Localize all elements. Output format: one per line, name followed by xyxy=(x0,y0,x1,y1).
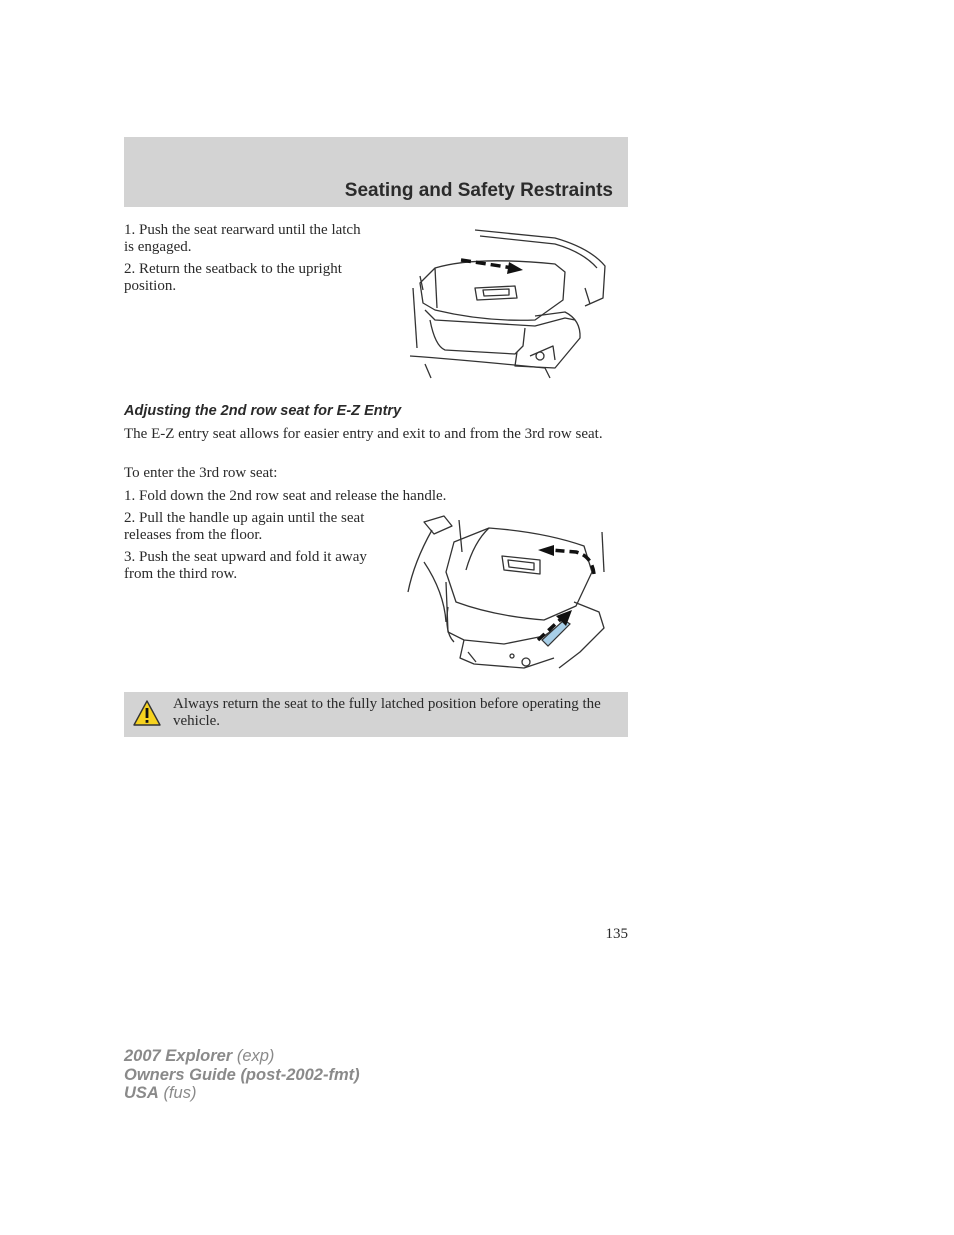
ez-entry-seat-illustration xyxy=(404,512,612,674)
warning-callout xyxy=(124,692,628,737)
section-heading-ez-entry: Adjusting the 2nd row seat for E-Z Entry xyxy=(124,403,402,419)
document-footer xyxy=(124,1047,360,1103)
step-push-seat-rearward: 1. Push the seat rearward until the latch is engaged. xyxy=(124,222,361,255)
step-push-seat-upward: 3. Push the seat upward and fold it away from the third row. xyxy=(124,549,367,582)
footer-line-model: 2007 Explorer (exp) xyxy=(124,1047,275,1065)
warning-text: Always return the seat to the fully latched position before operating the vehicle. xyxy=(173,696,601,729)
ez-entry-intro: The E-Z entry seat allows for easier entry and exit to and from the 3rd row seat. xyxy=(124,426,603,442)
step-return-seatback: 2. Return the seatback to the upright position. xyxy=(124,261,342,294)
footer-line-market: USA (fus) xyxy=(124,1084,197,1102)
page-number: 135 xyxy=(605,926,628,942)
footer-line-guide: Owners Guide (post-2002-fmt) xyxy=(124,1065,360,1084)
ez-entry-lead: To enter the 3rd row seat: xyxy=(124,465,278,481)
section-header-band xyxy=(124,137,628,207)
section-title: Seating and Safety Restraints xyxy=(344,180,613,201)
warning-triangle-icon xyxy=(132,699,162,727)
seat-latch-illustration xyxy=(405,228,615,380)
step-fold-down-seat: 1. Fold down the 2nd row seat and release the handle. xyxy=(124,488,447,504)
step-pull-handle: 2. Pull the handle up again until the seat releases from the floor. xyxy=(124,510,365,543)
